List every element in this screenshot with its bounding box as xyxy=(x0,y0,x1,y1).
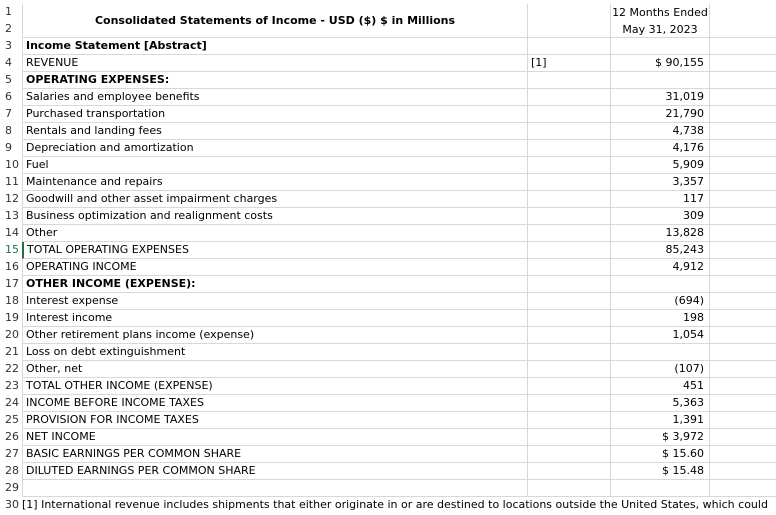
table-row xyxy=(0,446,776,463)
table-row xyxy=(0,225,776,242)
row-header[interactable]: 21 xyxy=(5,345,19,358)
line-item-label[interactable]: DILUTED EARNINGS PER COMMON SHARE xyxy=(22,463,528,480)
footnote-ref-cell[interactable] xyxy=(528,463,611,480)
row-header[interactable]: 12 xyxy=(5,192,19,205)
empty-cell[interactable] xyxy=(710,140,776,157)
value-cell[interactable]: 117 xyxy=(611,191,710,208)
line-item-label[interactable]: Income Statement [Abstract] xyxy=(22,38,528,55)
footnote-ref-cell[interactable] xyxy=(528,72,611,89)
footnote-ref-cell[interactable] xyxy=(528,140,611,157)
value-cell[interactable]: 451 xyxy=(611,378,710,395)
empty-cell[interactable] xyxy=(710,174,776,191)
table-row xyxy=(0,259,776,276)
table-row xyxy=(0,429,776,446)
line-item-label[interactable]: Salaries and employee benefits xyxy=(22,89,528,106)
table-row xyxy=(0,55,776,72)
footnote-ref-cell[interactable] xyxy=(528,38,611,55)
value-cell[interactable]: 1,054 xyxy=(611,327,710,344)
table-row xyxy=(0,276,776,293)
table-row xyxy=(0,174,776,191)
row-header[interactable]: 14 xyxy=(5,226,19,239)
line-item-label[interactable]: Interest expense xyxy=(22,293,528,310)
row-header-2[interactable]: 2 xyxy=(5,22,12,35)
footnote-ref-cell[interactable] xyxy=(528,225,611,242)
row-header-1[interactable]: 1 xyxy=(5,5,12,18)
table-row xyxy=(0,310,776,327)
value-cell[interactable]: 4,176 xyxy=(611,140,710,157)
footnote-ref-cell[interactable] xyxy=(528,480,611,497)
value-cell[interactable]: $ 90,155 xyxy=(611,55,710,72)
row-header[interactable]: 18 xyxy=(5,294,19,307)
value-cell[interactable] xyxy=(611,276,710,293)
value-cell[interactable]: 13,828 xyxy=(611,225,710,242)
line-item-label[interactable]: Loss on debt extinguishment xyxy=(22,344,528,361)
table-row xyxy=(0,361,776,378)
empty-cell[interactable] xyxy=(710,191,776,208)
footnote-ref-cell[interactable] xyxy=(528,446,611,463)
table-row xyxy=(0,208,776,225)
table-row xyxy=(0,463,776,480)
table-row xyxy=(0,89,776,106)
value-cell[interactable]: 3,357 xyxy=(611,174,710,191)
line-item-label[interactable]: OPERATING INCOME xyxy=(22,259,528,276)
row-header[interactable]: 8 xyxy=(5,124,12,137)
empty-cell[interactable] xyxy=(710,395,776,412)
value-cell[interactable]: 5,363 xyxy=(611,395,710,412)
value-cell[interactable]: (107) xyxy=(611,361,710,378)
line-item-label[interactable]: NET INCOME xyxy=(22,429,528,446)
footnote-ref-cell[interactable] xyxy=(528,378,611,395)
footnote-ref-cell[interactable] xyxy=(528,276,611,293)
row-header[interactable]: 17 xyxy=(5,277,19,290)
footnote-cell[interactable]: [1] International revenue includes shipments that either originate in or are destined to locations outside the United States, which could xyxy=(22,498,768,511)
statement-title-cell[interactable]: Consolidated Statements of Income - USD ($) $ in Millions xyxy=(22,4,528,38)
footnote-ref-cell[interactable] xyxy=(528,259,611,276)
table-row xyxy=(0,395,776,412)
header-cell-d[interactable] xyxy=(710,4,776,38)
value-cell[interactable]: (694) xyxy=(611,293,710,310)
footnote-ref-cell[interactable] xyxy=(528,310,611,327)
table-row xyxy=(0,38,776,55)
footnote-ref-cell[interactable] xyxy=(528,106,611,123)
line-item-label[interactable]: Fuel xyxy=(22,157,528,174)
value-cell[interactable]: 5,909 xyxy=(611,157,710,174)
empty-cell[interactable] xyxy=(710,293,776,310)
empty-cell[interactable] xyxy=(710,123,776,140)
table-row xyxy=(0,140,776,157)
line-item-label[interactable]: Interest income xyxy=(22,310,528,327)
row-header[interactable]: 16 xyxy=(5,260,19,273)
footnote-ref-cell[interactable] xyxy=(528,412,611,429)
value-cell[interactable]: 309 xyxy=(611,208,710,225)
row-header[interactable]: 26 xyxy=(5,430,19,443)
empty-cell[interactable] xyxy=(710,344,776,361)
table-row xyxy=(0,157,776,174)
empty-cell[interactable] xyxy=(710,225,776,242)
value-cell[interactable] xyxy=(611,344,710,361)
empty-cell[interactable] xyxy=(710,310,776,327)
line-item-label[interactable]: Other retirement plans income (expense) xyxy=(22,327,528,344)
line-item-label[interactable]: Business optimization and realignment costs xyxy=(22,208,528,225)
row-header[interactable]: 22 xyxy=(5,362,19,375)
empty-cell[interactable] xyxy=(710,446,776,463)
table-row xyxy=(0,242,776,259)
row-header[interactable]: 4 xyxy=(5,56,12,69)
line-item-label[interactable]: Other, net xyxy=(22,361,528,378)
line-item-label[interactable]: Purchased transportation xyxy=(22,106,528,123)
footnote-ref-cell[interactable] xyxy=(528,344,611,361)
value-cell[interactable]: 4,912 xyxy=(611,259,710,276)
row-header[interactable]: 10 xyxy=(5,158,19,171)
line-item-label[interactable] xyxy=(22,480,528,497)
row-header[interactable]: 7 xyxy=(5,107,12,120)
footnote-ref-cell[interactable] xyxy=(528,242,611,259)
empty-cell[interactable] xyxy=(710,55,776,72)
value-cell[interactable]: 21,790 xyxy=(611,106,710,123)
row-header[interactable]: 3 xyxy=(5,39,12,52)
line-item-label[interactable]: PROVISION FOR INCOME TAXES xyxy=(22,412,528,429)
row-header[interactable]: 27 xyxy=(5,447,19,460)
line-item-label[interactable]: BASIC EARNINGS PER COMMON SHARE xyxy=(22,446,528,463)
row-header[interactable]: 6 xyxy=(5,90,12,103)
footnote-ref-cell[interactable] xyxy=(528,123,611,140)
value-cell[interactable]: 31,019 xyxy=(611,89,710,106)
row-header[interactable]: 11 xyxy=(5,175,19,188)
row-header[interactable]: 13 xyxy=(5,209,19,222)
row-header[interactable]: 19 xyxy=(5,311,19,324)
footnote-ref-cell[interactable] xyxy=(528,191,611,208)
empty-cell[interactable] xyxy=(710,38,776,55)
empty-cell[interactable] xyxy=(710,378,776,395)
footnote-ref-cell[interactable] xyxy=(528,361,611,378)
line-item-label[interactable]: Other xyxy=(22,225,528,242)
row-header[interactable]: 29 xyxy=(5,481,19,494)
value-cell[interactable] xyxy=(611,72,710,89)
table-row xyxy=(0,327,776,344)
row-header[interactable]: 28 xyxy=(5,464,19,477)
empty-cell[interactable] xyxy=(710,208,776,225)
table-row xyxy=(0,293,776,310)
empty-cell[interactable] xyxy=(710,361,776,378)
line-item-label[interactable]: Rentals and landing fees xyxy=(22,123,528,140)
row-header[interactable]: 5 xyxy=(5,73,12,86)
empty-cell[interactable] xyxy=(710,276,776,293)
table-row xyxy=(0,106,776,123)
line-item-label[interactable]: Depreciation and amortization xyxy=(22,140,528,157)
period-header-cell[interactable] xyxy=(611,4,710,38)
value-cell[interactable]: 4,738 xyxy=(611,123,710,140)
value-cell[interactable]: 1,391 xyxy=(611,412,710,429)
line-item-label[interactable]: REVENUE xyxy=(22,55,528,72)
line-item-label[interactable]: TOTAL OTHER INCOME (EXPENSE) xyxy=(22,378,528,395)
footnote-ref-cell[interactable] xyxy=(528,174,611,191)
empty-cell[interactable] xyxy=(710,429,776,446)
footnote-ref-cell[interactable] xyxy=(528,293,611,310)
value-cell[interactable] xyxy=(611,38,710,55)
empty-cell[interactable] xyxy=(710,480,776,497)
period-label: 12 Months Ended xyxy=(612,6,708,19)
value-cell[interactable]: $ 15.48 xyxy=(611,463,710,480)
footnote-ref-cell[interactable] xyxy=(528,208,611,225)
line-item-label[interactable]: OTHER INCOME (EXPENSE): xyxy=(22,276,528,293)
table-row xyxy=(0,412,776,429)
footnote-ref-cell[interactable]: [1] xyxy=(528,55,611,72)
empty-cell[interactable] xyxy=(710,157,776,174)
value-cell[interactable] xyxy=(611,480,710,497)
line-item-label[interactable]: INCOME BEFORE INCOME TAXES xyxy=(22,395,528,412)
row-header[interactable]: 24 xyxy=(5,396,19,409)
empty-cell[interactable] xyxy=(710,89,776,106)
empty-cell[interactable] xyxy=(710,463,776,480)
header-cell-b[interactable] xyxy=(528,4,611,38)
row-header[interactable]: 9 xyxy=(5,141,12,154)
row-header[interactable]: 15 xyxy=(5,243,19,256)
row-header[interactable]: 20 xyxy=(5,328,19,341)
footnote-ref-cell[interactable] xyxy=(528,395,611,412)
table-row xyxy=(0,344,776,361)
empty-cell[interactable] xyxy=(710,412,776,429)
table-row xyxy=(0,378,776,395)
row-header[interactable]: 25 xyxy=(5,413,19,426)
row-header-30[interactable]: 30 xyxy=(5,498,19,511)
line-item-label[interactable]: TOTAL OPERATING EXPENSES xyxy=(22,242,528,259)
table-row xyxy=(0,191,776,208)
table-row xyxy=(0,72,776,89)
empty-cell[interactable] xyxy=(710,259,776,276)
value-cell[interactable]: 85,243 xyxy=(611,242,710,259)
line-item-label[interactable]: Goodwill and other asset impairment charges xyxy=(22,191,528,208)
line-item-label[interactable]: OPERATING EXPENSES: xyxy=(22,72,528,89)
table-row xyxy=(0,123,776,140)
period-date: May 31, 2023 xyxy=(622,23,698,36)
value-cell[interactable]: 198 xyxy=(611,310,710,327)
value-cell[interactable]: $ 15.60 xyxy=(611,446,710,463)
footnote-ref-cell[interactable] xyxy=(528,157,611,174)
empty-cell[interactable] xyxy=(710,327,776,344)
row-header[interactable]: 23 xyxy=(5,379,19,392)
line-item-label[interactable]: Maintenance and repairs xyxy=(22,174,528,191)
table-row xyxy=(0,480,776,497)
empty-cell[interactable] xyxy=(710,242,776,259)
footnote-ref-cell[interactable] xyxy=(528,429,611,446)
footnote-ref-cell[interactable] xyxy=(528,89,611,106)
value-cell[interactable]: $ 3,972 xyxy=(611,429,710,446)
empty-cell[interactable] xyxy=(710,72,776,89)
empty-cell[interactable] xyxy=(710,106,776,123)
footnote-ref-cell[interactable] xyxy=(528,327,611,344)
